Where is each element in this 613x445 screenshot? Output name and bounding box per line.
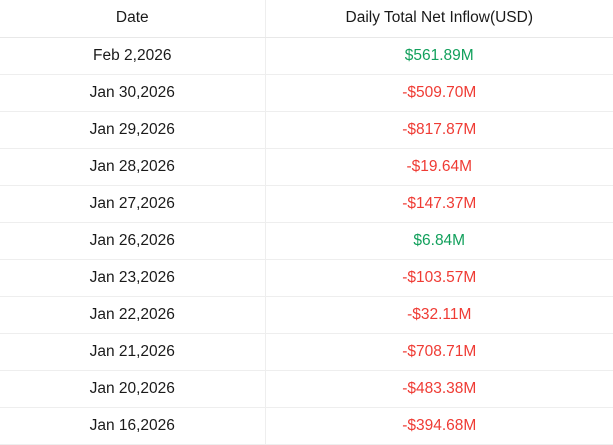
cell-daily-total-net-inflow: -$19.64M: [265, 149, 613, 186]
cell-date: Jan 27,2026: [0, 186, 265, 223]
cell-daily-total-net-inflow: $6.84M: [265, 223, 613, 260]
cell-daily-total-net-inflow: -$147.37M: [265, 186, 613, 223]
table-header: [0, 0, 613, 38]
cell-date: Jan 29,2026: [0, 112, 265, 149]
cell-date: Jan 26,2026: [0, 223, 265, 260]
table-row: [0, 408, 613, 445]
cell-daily-total-net-inflow: -$817.87M: [265, 112, 613, 149]
cell-date: Jan 20,2026: [0, 371, 265, 408]
cell-date: Jan 21,2026: [0, 334, 265, 371]
cell-date: Jan 28,2026: [0, 149, 265, 186]
cell-daily-total-net-inflow: -$509.70M: [265, 75, 613, 112]
cell-daily-total-net-inflow: -$708.71M: [265, 334, 613, 371]
table-row: [0, 334, 613, 371]
cell-daily-total-net-inflow: -$394.68M: [265, 408, 613, 445]
table-row: [0, 186, 613, 223]
table-row: [0, 371, 613, 408]
table-row: [0, 260, 613, 297]
table-row: [0, 75, 613, 112]
cell-daily-total-net-inflow: $561.89M: [265, 38, 613, 75]
table-header-row: [0, 0, 613, 38]
column-header-date: Date: [0, 0, 265, 38]
table-row: [0, 149, 613, 186]
cell-date: Jan 30,2026: [0, 75, 265, 112]
cell-date: Jan 22,2026: [0, 297, 265, 334]
table-body: [0, 38, 613, 445]
table-row: [0, 297, 613, 334]
table-row: [0, 223, 613, 260]
cell-date: Feb 2,2026: [0, 38, 265, 75]
table-row: [0, 38, 613, 75]
cell-daily-total-net-inflow: -$103.57M: [265, 260, 613, 297]
table-row: [0, 112, 613, 149]
cell-daily-total-net-inflow: -$32.11M: [265, 297, 613, 334]
cell-daily-total-net-inflow: -$483.38M: [265, 371, 613, 408]
cell-date: Jan 16,2026: [0, 408, 265, 445]
cell-date: Jan 23,2026: [0, 260, 265, 297]
column-header-daily-total-net-inflow: Daily Total Net Inflow(USD): [265, 0, 613, 38]
